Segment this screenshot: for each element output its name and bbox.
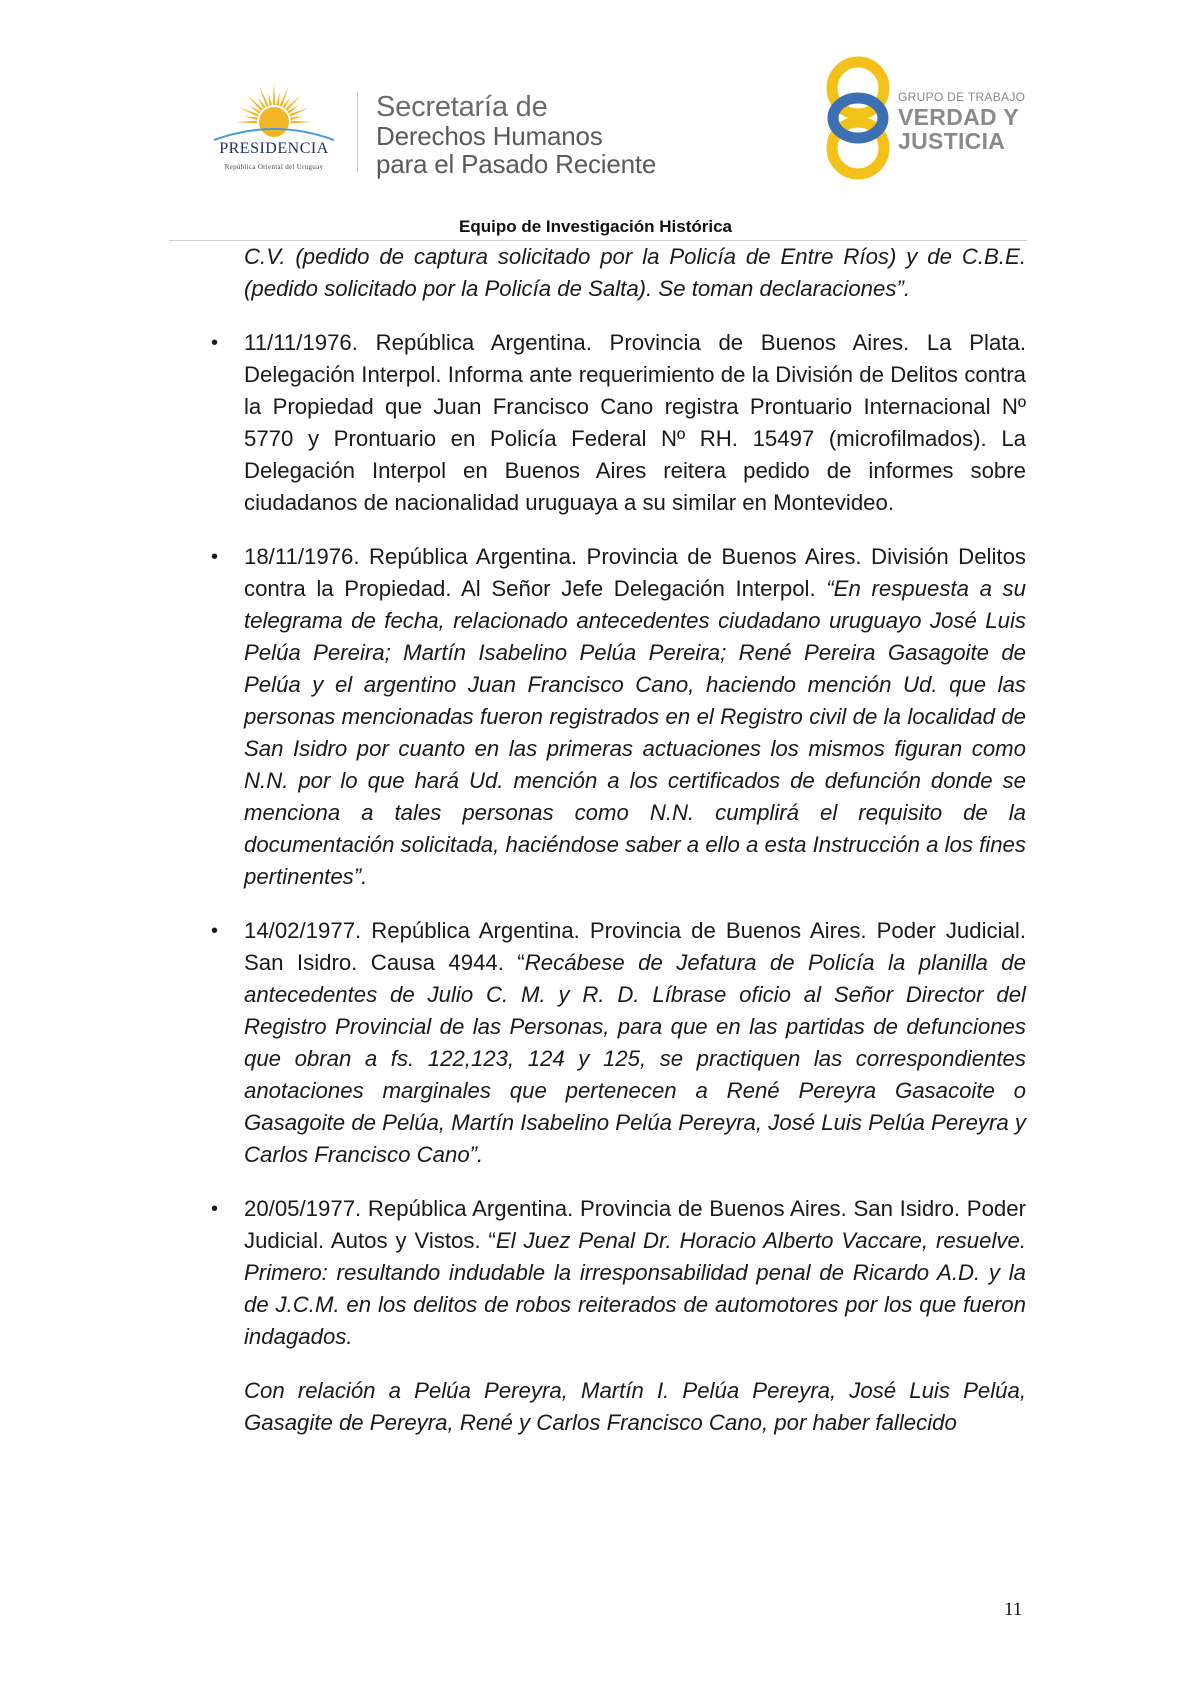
presidencia-wordmark: PRESIDENCIA: [219, 140, 329, 157]
sun-ray: [290, 116, 303, 120]
list-item: [211, 915, 1026, 1171]
grupo-trabajo-label: GRUPO DE TRABAJO: [898, 90, 1026, 104]
sun-ray: [236, 121, 257, 124]
item-text-italic: El Juez Penal Dr. Horacio Alberto Vaccare, resuelve. Primero: resultando indudable la irresponsabilidad penal de Ricardo A.D. y la de J.C.M. en los delitos de robos reiterados de automotores por los que fueron indagados.: [244, 1228, 1026, 1349]
sun-ray: [291, 121, 312, 124]
presidencia-logo: [196, 78, 352, 184]
continuation-paragraph: C.V. (pedido de captura solicitado por la Policía de Entre Ríos) y de C.B.E. (pedido solicitado por la Policía de Salta). Se toman declaraciones”.: [244, 244, 1026, 301]
bullet-icon: •: [211, 920, 219, 942]
item-text-italic: “En respuesta a su telegrama de fecha, relacionado antecedentes ciudadano uruguayo José Luis Pelúa Pereira; Martín Isabelino Pelúa Pereira; René Pereira Gasagoite de Pelúa y el argentino Juan Francisco Cano, haciendo mención Ud. que las personas mencionadas fueron registrados en el Registro civil de la localidad de San Isidro por cuanto en las primeras actuaciones los mismos figuran como N.N. por lo que hará Ud. mención a los certificados de defunción donde se menciona a tales personas como N.N. cumplirá el requisito de la documentación solicitada, haciéndose saber a ello a esta Instrucción a los fines pertinentes”.: [244, 576, 1026, 889]
page-number: 11: [1004, 1599, 1023, 1620]
sun-ray: [276, 93, 280, 106]
sun-ray: [268, 93, 272, 106]
list-item: [211, 327, 1026, 519]
item-text: [244, 541, 1026, 893]
sun-ray: [273, 84, 276, 105]
document-body: [211, 241, 1026, 1439]
item-text-normal: 18/11/1976. República Argentina. Provincia de Buenos Aires. División Delitos contra la Propiedad. Al Señor Jefe Delegación Interpol.: [244, 544, 1026, 601]
bullet-icon: •: [211, 1198, 219, 1220]
secretaria-line-1: Secretaría de: [376, 91, 548, 123]
item-text-normal: 11/11/1976. República Argentina. Provincia de Buenos Aires. La Plata. Delegación Interpol. Informa ante requerimiento de la División de Delitos contra la Propiedad que Juan Francisco Cano registra Prontuario Internacional Nº 5770 y Prontuario en Policía Federal Nº RH. 15497 (microfilmados). La Delegación Interpol en Buenos Aires reitera pedido de informes sobre ciudadanos de nacionalidad uruguaya a su similar en Montevideo.: [244, 330, 1026, 515]
item-text-normal: 14/02/1977. República Argentina. Provincia de Buenos Aires. Poder Judicial. San Isidro. Causa 4944. “: [244, 918, 1026, 975]
sun-ray: [245, 116, 258, 120]
secretaria-line-2: Derechos Humanos: [376, 121, 603, 151]
bullet-icon: •: [211, 332, 219, 354]
sun-ray: [259, 87, 268, 107]
header-divider: [357, 92, 358, 172]
secretaria-logo: [376, 92, 656, 178]
list-item: [211, 541, 1026, 893]
grupo-trabajo-logo: [822, 56, 1032, 181]
secretaria-line-3: para el Pasado Reciente: [376, 149, 657, 179]
presidencia-subtitle: República Oriental del Uruguay: [224, 163, 324, 171]
item-text-italic: Recábese de Jefatura de Policía la planilla de antecedentes de Julio C. M. y R. D. Líbrase oficio al Señor Director del Registro Provincial de las Personas, para que en las partidas de defunciones que obran a fs. 122,123, 124 y 125, se practiquen las correspondientes anotaciones marginales que pertenecen a René Pereyra Gasacoite o Gasagoite de Pelúa, Martín Isabelino Pelúa Pereyra, José Luis Pelúa Pereyra y Carlos Francisco Cano”.: [244, 950, 1026, 1167]
sun-ray: [289, 107, 309, 116]
item-text: [244, 1193, 1026, 1353]
item-text: [244, 915, 1026, 1171]
chain-rings-icon: [822, 56, 894, 181]
list-item: [211, 1193, 1026, 1353]
bullet-icon: •: [211, 546, 219, 568]
verdad-label: VERDAD Y: [898, 104, 1019, 130]
sun-ray: [239, 107, 259, 116]
item-text: [244, 327, 1026, 519]
sun-emblem-icon: [196, 78, 352, 142]
item-text-normal: 20/05/1977. República Argentina. Provincia de Buenos Aires. San Isidro. Poder Judicial. Autos y Vistos. “: [244, 1196, 1026, 1253]
closing-paragraph: Con relación a Pelúa Pereyra, Martín I. Pelúa Pereyra, José Luis Pelúa, Gasagite de Pereyra, René y Carlos Francisco Cano, por haber fallecido: [244, 1378, 1026, 1435]
justicia-label: JUSTICIA: [898, 128, 1006, 154]
sun-ray: [279, 87, 288, 107]
team-heading: Equipo de Investigación Histórica: [459, 217, 732, 236]
